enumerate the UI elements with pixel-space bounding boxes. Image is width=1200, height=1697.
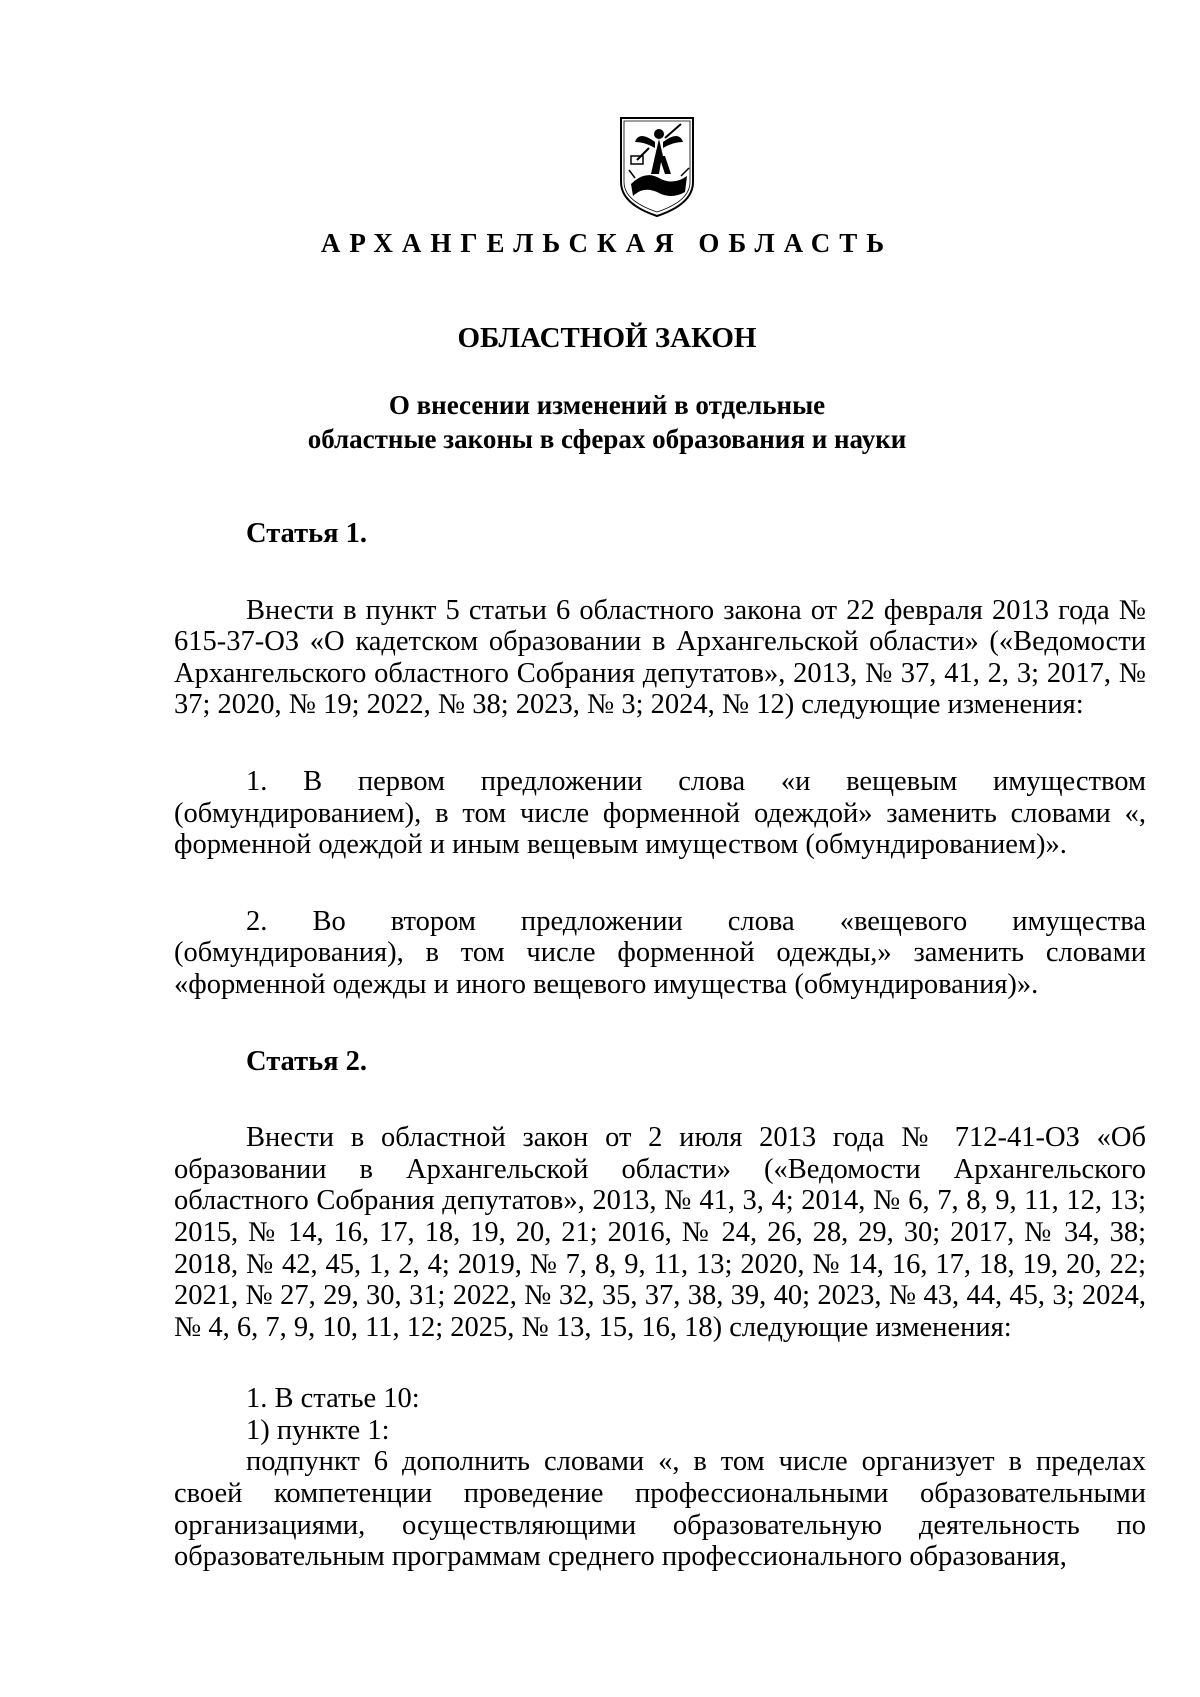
article-2-subitem-1: 1) пункте 1: xyxy=(246,1414,390,1446)
law-type-heading: ОБЛАСТНОЙ ЗАКОН xyxy=(457,322,757,354)
article-2-text: подпункт 6 дополнить словами «, в том числе организует в пределах своей компетенции проведение профессиональными образовательными организациями, осуществляющими образовательную деятельность по образовательным программам среднего профессионального образования, xyxy=(174,1446,1146,1573)
coat-of-arms-emblem xyxy=(615,112,699,220)
law-title-line-1: О внесении изменений в отдельные xyxy=(388,390,826,420)
article-2-intro: Внести в областной закон от 2 июля 2013 года № 712-41-ОЗ «Об образовании в Архангельской области» («Ведомости Архангельского областного Собрания депутатов», 2013, № 41, 3, 4; 2014, № 6, 7, 8, 9, 11, 12, 13; 2015, № 14, 16, 17, 18, 19, 20, 21; 2016, № 24, 26, 28, 29, 30; 2017, № 34, 38; 2018, № 42, 45, 1, 2, 4; 2019, № 7, 8, 9, 11, 13; 2020, № 14, 16, 17, 18, 19, 20, 22; 2021, № 27, 29, 30, 31; 2022, № 32, 35, 37, 38, 39, 40; 2023, № 43, 44, 45, 3; 2024, № 4, 6, 7, 9, 10, 11, 12; 2025, № 13, 15, 16, 18) следующие изменения: xyxy=(174,1122,1146,1343)
law-title-line-2: областные законы в сферах образования и науки xyxy=(307,424,907,454)
article-1-item-1: 1. В первом предложении слова «и вещевым имуществом (обмундированием), в том числе форменной одеждой» заменить словами «, форменной одеждой и иным вещевым имуществом (обмундированием)». xyxy=(174,765,1146,861)
law-title xyxy=(0,388,1200,456)
article-1-heading: Статья 1. xyxy=(246,518,368,549)
region-title: АРХАНГЕЛЬСКАЯ ОБЛАСТЬ xyxy=(320,228,894,258)
article-2-heading: Статья 2. xyxy=(246,1045,368,1077)
document-body xyxy=(174,518,1146,1573)
article-1-intro: Внести в пункт 5 статьи 6 областного закона от 22 февраля 2013 года № 615-37-ОЗ «О кадетском образовании в Архангельской области» («Ведомости Архангельского областного Собрания депутатов», 2013, № 37, 41, 2, 3; 2017, № 37; 2020, № 19; 2022, № 38; 2023, № 3; 2024, № 12) следующие изменения: xyxy=(174,594,1146,721)
article-2-item-1: 1. В статье 10: xyxy=(246,1383,420,1415)
article-1-item-2: 2. Во втором предложении слова «вещевого имущества (обмундирования), в том числе форменной одежды,» заменить словами «форменной одежды и иного вещевого имущества (обмундирования)». xyxy=(174,905,1146,1000)
